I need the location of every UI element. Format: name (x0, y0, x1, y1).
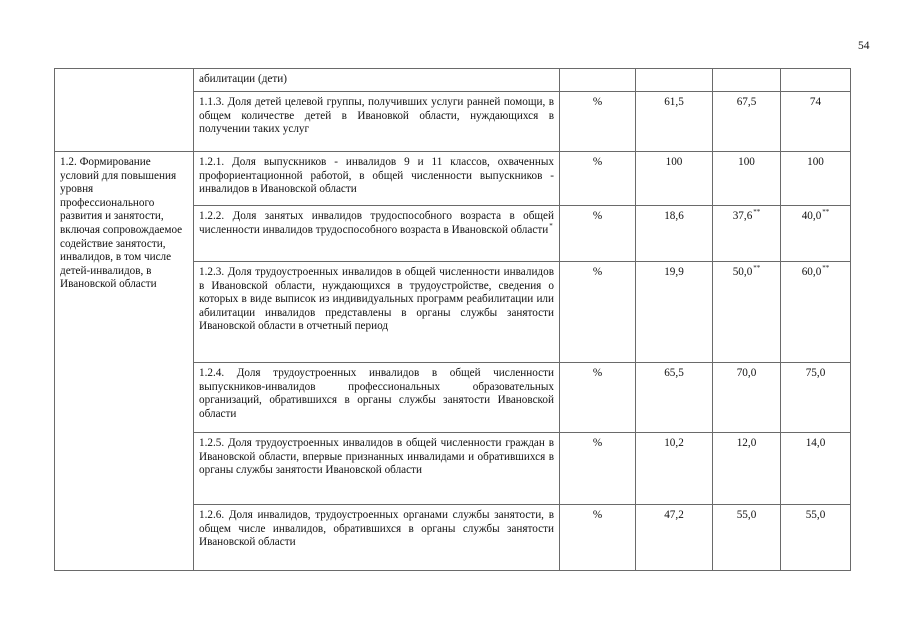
unit-cell: % (560, 206, 636, 262)
value-cell: 18,6 (636, 206, 713, 262)
indicator-cell (194, 433, 560, 505)
unit-cell: % (560, 505, 636, 571)
indicator-cell (194, 206, 560, 262)
indicator-cell (194, 505, 560, 571)
value-cell (713, 505, 781, 571)
value-cell (781, 505, 851, 571)
value-text: 74 (809, 96, 822, 108)
footnote-mark: ** (822, 208, 830, 217)
indicator-text: 1.2.5. Доля трудоустроенных инвалидов в общей численности граждан в Ивановской области, впервые признанных инвалидами и обратившихся в органы службы занятости Ивановской области (199, 437, 554, 477)
value-text: 37,6 (732, 210, 753, 222)
value-cell: 65,5 (636, 363, 713, 433)
value-cell: 19,9 (636, 262, 713, 363)
indicator-cell (194, 152, 560, 206)
continuation-cell: абилитации (дети) (194, 69, 560, 92)
value-text: 100 (738, 156, 755, 168)
footnote-mark: ** (753, 208, 761, 217)
footnote-mark: * (549, 221, 553, 230)
indicator-text: 1.2.2. Доля занятых инвалидов трудоспособного возраста в общей численности инвалидов трудоспособного возраста в Ивановской области (199, 210, 554, 236)
value-cell (781, 433, 851, 505)
indicator-cell (194, 262, 560, 363)
value-cell (781, 206, 851, 262)
value-cell: 61,5 (636, 92, 713, 152)
value-cell: 10,2 (636, 433, 713, 505)
value-cell (781, 262, 851, 363)
indicator-text: 1.2.3. Доля трудоустроенных инвалидов в общей численности инвалидов в Ивановской области, нуждающихся в трудоустройстве, сведения о которых в виде выписок из индивидуальных программ реабилитации или абилитации инвалидов представлены в органы службы занятости Ивановской области в отчетный период (199, 266, 554, 333)
indicator-text: 1.2.6. Доля инвалидов, трудоустроенных органами службы занятости, в общем числе инвалидов, обратившихся в органы службы занятости Ивановской области (199, 509, 554, 549)
value-cell (781, 92, 851, 152)
footnote-mark: ** (753, 264, 761, 273)
value-text: 12,0 (736, 437, 757, 449)
table-row (55, 152, 851, 206)
value-cell-empty (781, 69, 851, 92)
value-text: 50,0 (732, 266, 753, 278)
indicator-text: 1.1.3. Доля детей целевой группы, получивших услуги ранней помощи, в общем количестве детей в Ивановкой области, нуждающихся в получении таких услуг (199, 96, 554, 136)
value-text: 67,5 (736, 96, 757, 108)
unit-cell: % (560, 363, 636, 433)
table-row-continuation (55, 69, 851, 92)
value-cell (781, 363, 851, 433)
value-cell: 47,2 (636, 505, 713, 571)
value-text: 40,0 (801, 210, 822, 222)
unit-cell: % (560, 92, 636, 152)
value-cell (781, 152, 851, 206)
goal-cell-empty (55, 69, 194, 152)
value-cell-empty (713, 69, 781, 92)
value-cell (713, 433, 781, 505)
value-cell (713, 363, 781, 433)
page-number: 54 (858, 40, 870, 52)
indicator-text: 1.2.1. Доля выпускников - инвалидов 9 и 11 классов, охваченных профориентационной работой, в общей численности выпускников - инвалидов в Ивановской области (199, 156, 554, 196)
indicator-text: 1.2.4. Доля трудоустроенных инвалидов в общей численности выпускников-инвалидов профессиональных образовательных организаций, обратившихся в органы службы занятости Ивановской области (199, 367, 554, 420)
footnote-mark: ** (822, 264, 830, 273)
value-cell (713, 206, 781, 262)
value-text: 60,0 (801, 266, 822, 278)
value-text: 55,0 (805, 509, 826, 521)
value-cell (713, 262, 781, 363)
unit-cell: % (560, 433, 636, 505)
value-text: 100 (807, 156, 824, 168)
value-text: 14,0 (805, 437, 826, 449)
unit-cell-empty (560, 69, 636, 92)
indicator-cell (194, 363, 560, 433)
unit-cell: % (560, 262, 636, 363)
indicator-cell (194, 92, 560, 152)
value-text: 55,0 (736, 509, 757, 521)
value-text: 75,0 (805, 367, 826, 379)
goal-cell: 1.2. Формирование условий для повышения уровня профессионального развития и занятости, включая сопровождаемое содействие занятости, инвалидов, в том числе детей-инвалидов, в Ивановской области (55, 152, 194, 571)
value-text: 70,0 (736, 367, 757, 379)
unit-cell: % (560, 152, 636, 206)
value-cell: 100 (636, 152, 713, 206)
value-cell-empty (636, 69, 713, 92)
indicators-table (54, 68, 851, 571)
value-cell (713, 152, 781, 206)
value-cell (713, 92, 781, 152)
